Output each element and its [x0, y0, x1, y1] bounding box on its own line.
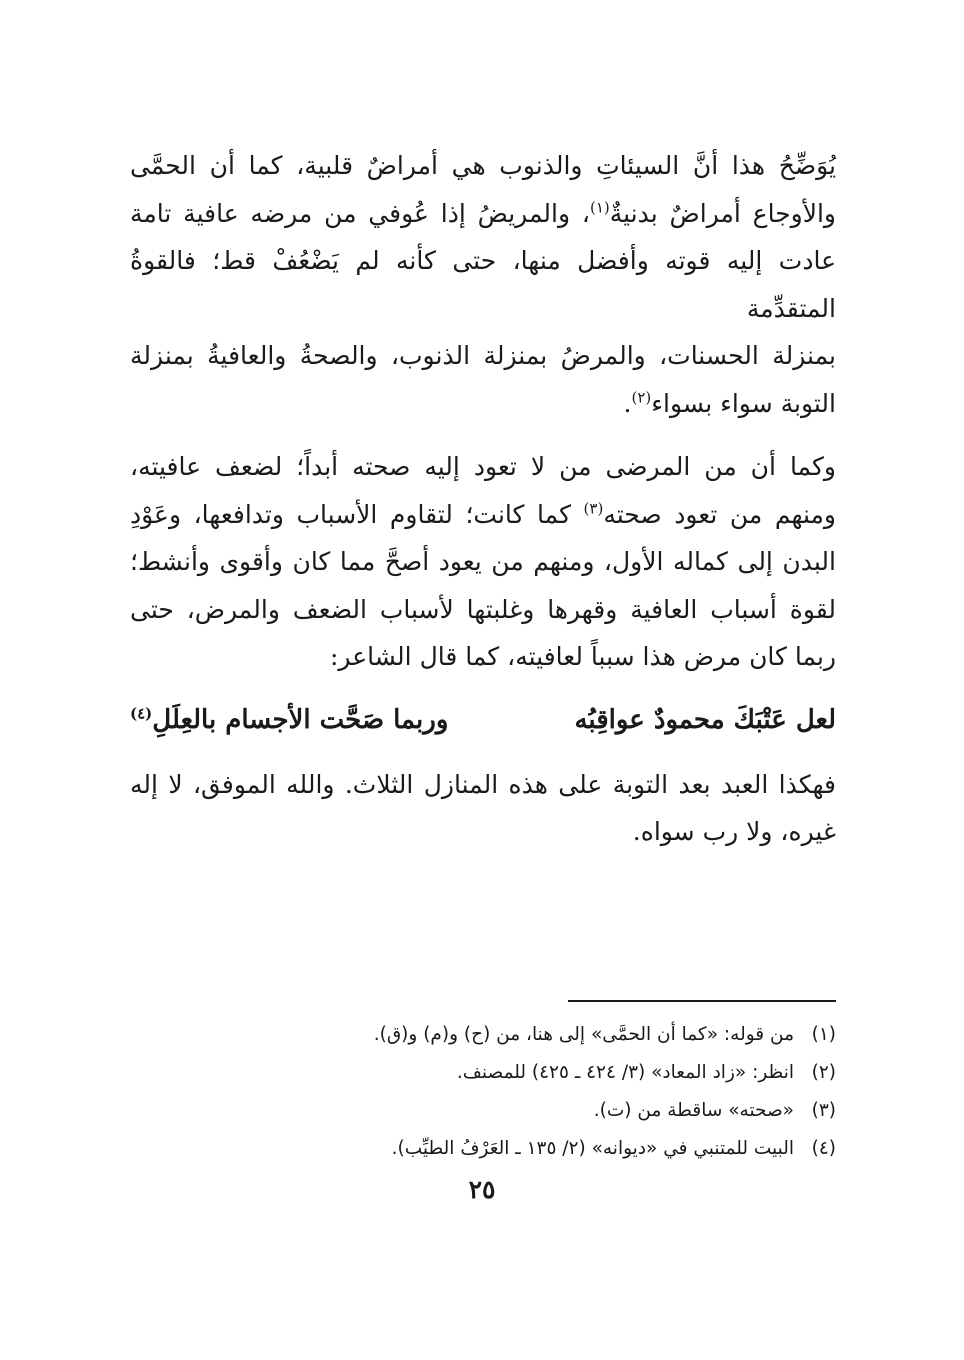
footnotes — [130, 1016, 836, 1168]
footnote-2 — [130, 1054, 836, 1092]
text-line: لقوة أسباب العافية وقهرها وغلبتها لأسباب الضعف والمرض، حتى — [130, 594, 836, 624]
footnote-text: انظر: «زاد المعاد» (٣/ ٤٢٤ ـ ٤٢٥) للمصنف. — [456, 1062, 794, 1083]
text-fragment: التوبة سواء بسواء — [651, 388, 836, 418]
text-line: البدن إلى كماله الأول، ومنهم من يعود أصحَّ مما كان وأقوى وأنشط؛ — [130, 547, 836, 576]
text-line: بمنزلة الحسنات، والمرضُ بمنزلة الذنوب، والصحةُ والعافيةُ بمنزلة — [130, 341, 836, 370]
text-fragment: والأوجاع أمراضٌ بدنيةٌ — [609, 198, 836, 228]
footnote-number: (٤) — [811, 1138, 836, 1159]
footnote-4 — [130, 1130, 836, 1168]
text-line: عادت إليه قوته وأفضل منها، حتى كأنه لم يَضْعُفْ قط؛ فالقوةُ المتقدِّمة — [130, 246, 836, 323]
poem-verse — [130, 695, 836, 745]
text-line: ربما كان مرض هذا سبباً لعافيته، كما قال الشاعر: — [330, 642, 836, 671]
footnote-marker-3: (٣) — [583, 499, 604, 518]
poem-first-hemistich: لعل عَتْبَكَ محمودٌ عواقِبُه — [574, 704, 836, 735]
text-line: يُوَضِّحُ هذا أنَّ السيئاتِ والذنوب هي أمراضٌ قلبية، كما أن الحمَّى — [130, 151, 836, 180]
text-fragment: . — [623, 388, 632, 418]
footnote-3 — [130, 1092, 836, 1130]
text-line: غيره، ولا رب سواه. — [632, 817, 836, 846]
footnote-text: من قوله: «كما أن الحمَّى» إلى هنا، من (ح) و(م) و(ق). — [373, 1024, 794, 1045]
poem-second-hemistich: وربما صَحَّت الأجسام بالعِلَلِ — [152, 704, 449, 735]
footnote-divider — [568, 1000, 836, 1002]
footnote-marker-4: (٤) — [130, 703, 153, 722]
text-line — [130, 491, 836, 539]
poem-second-hemistich-wrap — [130, 695, 448, 745]
text-fragment: ومنهم من تعود صحته — [603, 499, 837, 529]
paragraph-2 — [130, 443, 836, 681]
footnote-marker-1: (١) — [589, 198, 610, 217]
footnote-text: البيت للمتنبي في «ديوانه» (٢/ ١٣٥ ـ العَرْفُ الطيِّب). — [391, 1138, 794, 1159]
text-line — [130, 190, 836, 238]
footnote-number: (٢) — [811, 1062, 836, 1083]
footnote-number: (٣) — [811, 1100, 836, 1121]
footnote-1 — [130, 1016, 836, 1054]
paragraph-1 — [130, 142, 836, 427]
text-line: فهكذا العبد بعد التوبة على هذه المنازل الثلاث. والله الموفق، لا إله — [130, 769, 836, 799]
main-text — [130, 142, 836, 856]
footnote-marker-2: (٢) — [631, 388, 652, 407]
text-line — [130, 380, 836, 428]
text-fragment: ، والمريضُ إذا عُوفي من مرضه عافية تامة — [130, 198, 590, 228]
text-fragment: كما كانت؛ لتقاوم الأسباب وتدافعها، وعَوْدِ — [130, 499, 584, 529]
text-line: وكما أن من المرضى من لا تعود إليه صحته أبداً؛ لضعف عافيته، — [130, 452, 836, 481]
footnote-number: (١) — [811, 1024, 836, 1045]
paragraph-3 — [130, 761, 836, 856]
page-number: ٢٥ — [468, 1175, 496, 1204]
footnote-text: «صحته» ساقطة من (ت). — [593, 1100, 794, 1121]
